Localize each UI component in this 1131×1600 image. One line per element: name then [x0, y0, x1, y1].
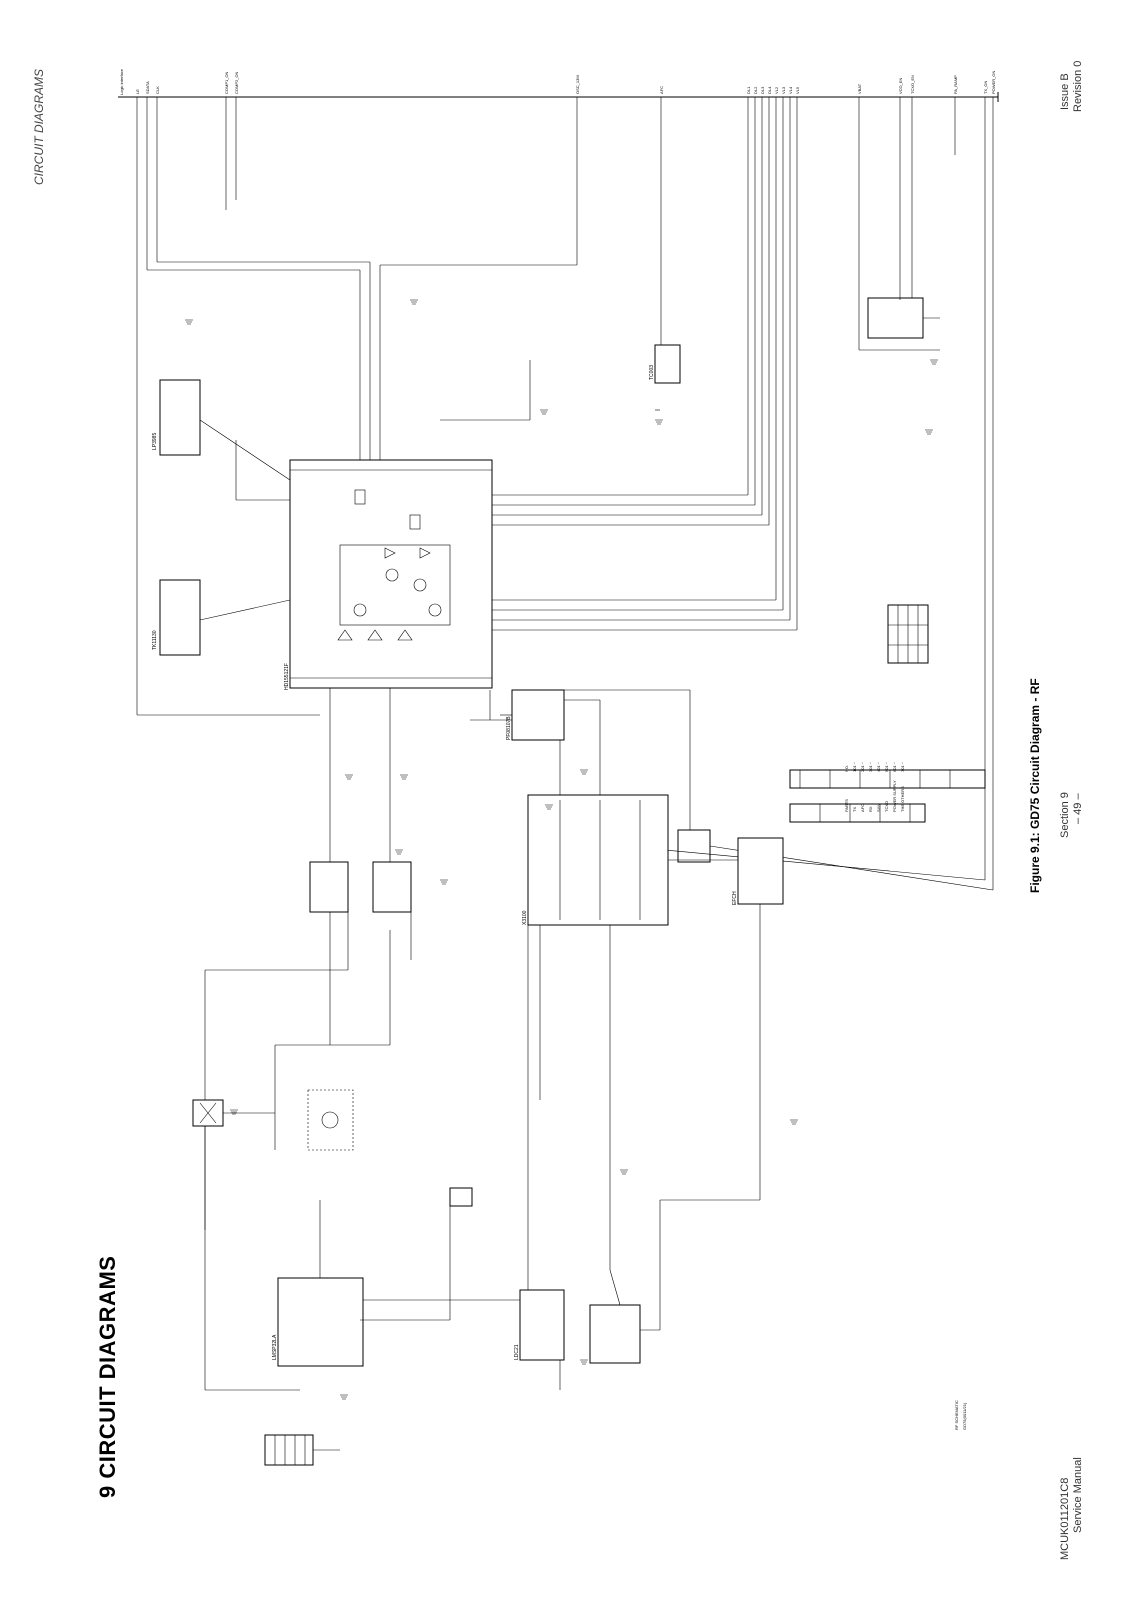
schematic-date: GD75(0011/21) — [962, 1402, 967, 1430]
svg-text:DL4: DL4 — [767, 86, 772, 94]
antenna-switch — [205, 970, 363, 1390]
revision-label: Revision 0 — [1072, 60, 1084, 112]
rx-modules — [205, 688, 411, 970]
vco-module — [522, 795, 668, 925]
transceiver-ic — [284, 460, 492, 690]
saw-filter-label: EFCH — [732, 891, 738, 905]
parts-row-power-no: 601 ~ — [892, 761, 897, 772]
svg-text:OSC_13M: OSC_13M — [575, 75, 580, 94]
parts-row-afc-no: 201 ~ — [860, 761, 865, 772]
svg-text:VBAT: VBAT — [857, 83, 862, 94]
svg-text:POWER_ON: POWER_ON — [991, 70, 996, 94]
issue-label: Issue B — [1059, 73, 1071, 110]
tcxo — [649, 300, 680, 410]
regulator-2-label: TK11130 — [152, 630, 158, 650]
section-title: 9 CIRCUIT DIAGRAMS — [95, 1255, 120, 1498]
connectors — [790, 770, 985, 822]
antenna-switch-label: LMSP32LA — [272, 1334, 278, 1360]
svg-text:AFC: AFC — [659, 86, 664, 94]
transceiver-label: HD155121F — [284, 663, 290, 690]
notes-table — [888, 605, 928, 663]
parts-row-tx-no: 101 ~ — [852, 761, 857, 772]
svg-text:VL2: VL2 — [774, 86, 779, 94]
bus-signal-labels — [135, 71, 996, 94]
svg-text:VL4: VL4 — [788, 86, 793, 94]
parts-row-others-no: 701 ~ — [900, 761, 905, 772]
svg-text:COMP2_ON: COMP2_ON — [234, 71, 239, 94]
svg-text:SDATA: SDATA — [145, 81, 150, 94]
regulator-1-label: LP3985 — [152, 432, 158, 450]
section-label: Section 9 — [1059, 792, 1071, 838]
doc-number: MCUK011201C8 — [1059, 1477, 1071, 1560]
svg-text:VL3: VL3 — [781, 86, 786, 94]
parts-row-syn: SYN — [876, 803, 881, 812]
svg-text:TX_ON: TX_ON — [983, 80, 988, 94]
parts-row-tcxo: TCXO — [884, 800, 889, 812]
tcxo-label: TC003 — [649, 364, 655, 380]
no-heading: NO. — [844, 764, 849, 772]
svg-text:DL1: DL1 — [746, 86, 751, 94]
battery-connector — [265, 1435, 340, 1465]
pa-label: PF08107B — [506, 716, 512, 740]
logic-bus — [118, 68, 998, 102]
parts-row-afc: AFC — [860, 804, 865, 812]
svg-text:DL3: DL3 — [760, 86, 765, 94]
saw-filter — [732, 838, 783, 905]
parts-heading: PARTS — [844, 799, 849, 812]
svg-text:CLK: CLK — [155, 86, 160, 94]
rf-filter — [193, 1100, 223, 1126]
svg-text:VL5: VL5 — [795, 86, 800, 94]
parts-row-tcxo-no: 501 ~ — [884, 761, 889, 772]
regulators — [859, 298, 940, 350]
svg-text:VCO_EN: VCO_EN — [898, 77, 903, 94]
running-head: CIRCUIT DIAGRAMS — [32, 68, 46, 185]
vco-label: X3100 — [522, 910, 528, 925]
schematic-title-block — [954, 1400, 967, 1430]
parts-row-others: THE OTHERS — [900, 786, 905, 812]
coupler — [450, 925, 564, 1360]
svg-text:PA_RAMP: PA_RAMP — [953, 75, 958, 94]
parts-row-syn-no: 401 ~ — [876, 761, 881, 772]
parts-row-rx: RX — [868, 806, 873, 812]
parts-row-power: POWER SUPPLY — [892, 780, 897, 812]
figure-caption: Figure 9.1: GD75 Circuit Diagram - RF — [1028, 678, 1042, 893]
manual-label: Service Manual — [1072, 1457, 1084, 1533]
pa-controller — [590, 904, 760, 1363]
interconnect-wires — [147, 262, 797, 1390]
coupler-label: LDC21 — [514, 1344, 520, 1360]
parts-row-rx-no: 301 ~ — [868, 761, 873, 772]
svg-text:TCXO_EN: TCXO_EN — [910, 75, 915, 94]
page-number: – 49 – — [1072, 793, 1084, 824]
svg-text:LE: LE — [135, 89, 140, 94]
parts-row-tx: TX — [852, 806, 857, 812]
bus-label: Logic interface — [119, 68, 124, 95]
svg-text:COMP1_ON: COMP1_ON — [224, 71, 229, 94]
svg-text:DL2: DL2 — [753, 86, 758, 94]
schematic-title: RF SCHEMATIC — [954, 1400, 959, 1430]
switch-transistor — [275, 1045, 390, 1150]
